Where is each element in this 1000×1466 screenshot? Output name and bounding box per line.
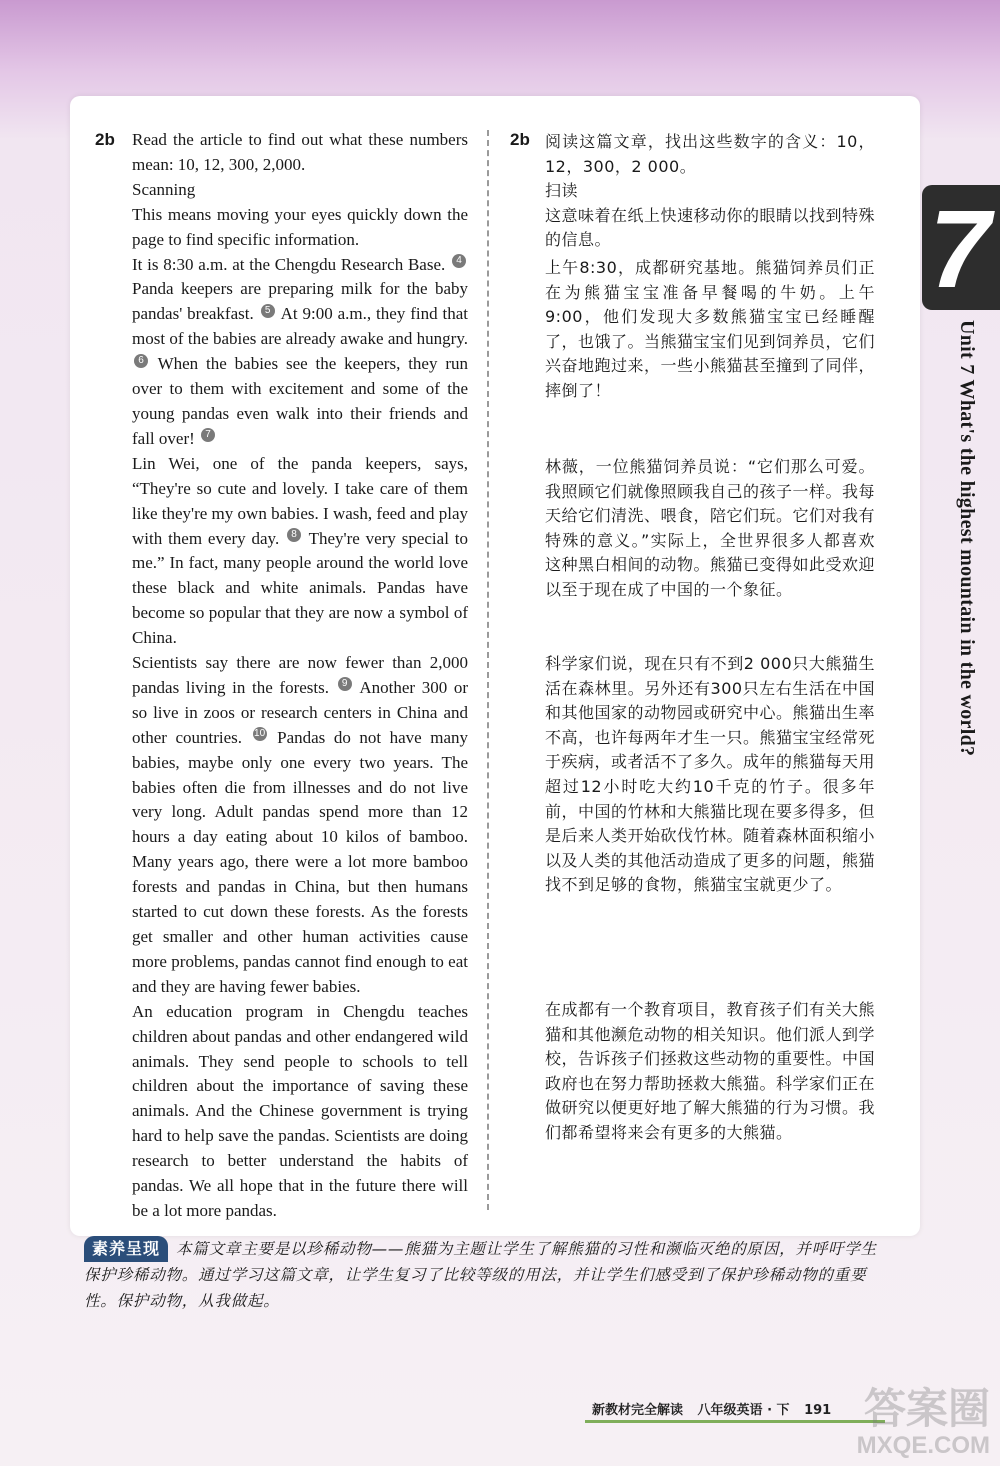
- marker-icon: 6: [134, 354, 148, 368]
- scanning-heading: Scanning: [132, 179, 196, 199]
- chinese-paragraph-4: 在成都有一个教育项目，教育孩子们有关大熊猫和其他濒危动物的相关知识。他们派人到学校，告诉孩子们拯救这些动物的重要性。中国政府也在努力帮助拯救大熊猫。科学家们正在做研究以便更好地了解大熊猫的行为习惯。我们都希望将来会有更多的大熊猫。: [545, 1000, 876, 1142]
- marker-icon: 8: [287, 528, 301, 542]
- section-tag-english: 2b: [95, 130, 115, 149]
- scanning-text: This means moving your eyes quickly down the page to find specific information.: [132, 204, 468, 249]
- marker-icon: 4: [452, 254, 466, 268]
- chinese-paragraph-1: 上午8:30，成都研究基地。熊猫饲养员们正在为熊猫宝宝准备早餐喝的牛奶。上午9:00，他们发现大多数熊猫宝宝已经睡醒了，也饿了。当熊猫宝宝们见到饲养员，它们兴奋地跑过来，一些小熊猫甚至撞到了同伴，摔倒了！: [545, 258, 876, 400]
- unit-title: Unit 7 What's the highest mountain in the world?: [956, 320, 978, 757]
- section-tag-chinese: 2b: [510, 130, 530, 149]
- marker-icon: 5: [261, 304, 275, 318]
- footer-grade: 八年级英语 · 下: [697, 1403, 790, 1418]
- chinese-paragraph-2: 林薇，一位熊猫饲养员说：“它们那么可爱。我照顾它们就像照顾我自己的孩子一样。我每天给它们清洗、喂食，陪它们玩。它们对我有特殊的意义。”实际上，全世界很多人都喜欢这种黑白相间的动物。熊猫已变得如此受欢迎以至于现在成了中国的一个象征。: [545, 457, 876, 599]
- watermark-url: MXQE.COM: [856, 1432, 990, 1459]
- english-article: [132, 128, 468, 1224]
- english-paragraph-1: It is 8:30 a.m. at the Chengdu Research Base. 4 Panda keepers are preparing milk for the baby pandas' breakfast. 5 At 9:00 a.m., they find that most of the babies are already awake and hungry. 6 When the babies see the keepers, they run over to them with excitement and some of the young pandas even walk into their friends and fall over! 7: [132, 254, 469, 448]
- footer-book-title: 新教材完全解读: [592, 1403, 684, 1418]
- english-paragraph-3: Scientists say there are now fewer than 2,000 pandas living in the forests. 9 Another 300 or so live in zoos or research centers in China and other countries. 10 Pandas do not have many babies, maybe only one every two years. The babies often die from illnesses and do not live very long. Adult pandas spend more than 12 hours a day eating about 10 kilos of bamboo. Many years ago, there were a lot more bamboo forests and pandas in China, but then humans started to cut down these forests. As the forests get smaller and other human activities cause more problems, pandas cannot find enough to eat and they are having fewer babies.: [132, 653, 469, 996]
- marker-icon: 9: [338, 677, 352, 691]
- chinese-paragraph-3: 科学家们说，现在只有不到2 000只大熊猫生活在森林里。另外还有300只左右生活在中国和其他国家的动物园或研究中心。熊猫出生率不高，也许每两年才生一只。熊猫宝宝经常死于疾病，或者活不了多久。成年的熊猫每天用超过12小时吃大约10千克的竹子。很多年前，中国的竹林和大熊猫比现在要多得多，但是后来人类开始砍伐竹林。随着森林面积缩小以及人类的其他活动造成了更多的问题，熊猫找不到足够的食物，熊猫宝宝就更少了。: [545, 654, 876, 895]
- page-number: 191: [804, 1403, 832, 1418]
- watermark-text: 答案圈: [863, 1385, 990, 1432]
- marker-icon: 7: [201, 428, 215, 442]
- marker-icon: 10: [254, 728, 266, 740]
- english-paragraph-2: Lin Wei, one of the panda keepers, says, “They're so cute and lovely. I take care of them like they're my own babies. I wash, feed and play with them every day. 8 They're very special to me.” In fact, many people around the world love these black and white animals. Pandas have become so popular that they are now a symbol of China.: [132, 453, 469, 648]
- unit-number: 7: [929, 188, 991, 311]
- summary-box: [84, 1236, 884, 1314]
- column-divider: [487, 130, 489, 1210]
- watermark: [820, 1385, 990, 1460]
- chinese-intro-block: [545, 130, 875, 253]
- chinese-scanning-heading: 扫读: [545, 181, 579, 201]
- english-intro: Read the article to find out what these numbers mean: 10, 12, 300, 2,000.: [132, 130, 468, 174]
- summary-text: 本篇文章主要是以珍稀动物——熊猫为主题让学生了解熊猫的习性和濒临灭绝的原因，并呼吁学生保护珍稀动物。通过学习这篇文章，让学生复习了比较等级的用法，并让学生们感受到了保护珍稀动物的重要性。保护动物，从我做起。: [84, 1240, 877, 1310]
- summary-label: 素养呈现: [84, 1236, 168, 1262]
- english-paragraph-4: An education program in Chengdu teaches children about pandas and other endangered wild animals. They send people to schools to tell children about the importance of saving these animals. And the Chinese government is trying hard to help save the pandas. Scientists are doing research to better understand the habits of pandas. We all hope that in the future there will be a lot more pandas.: [132, 1001, 468, 1220]
- chinese-scanning-text: 这意味着在纸上快速移动你的眼睛以找到特殊的信息。: [545, 205, 876, 250]
- chinese-intro: 阅读这篇文章，找出这些数字的含义：10，12，300，2 000。: [545, 132, 875, 176]
